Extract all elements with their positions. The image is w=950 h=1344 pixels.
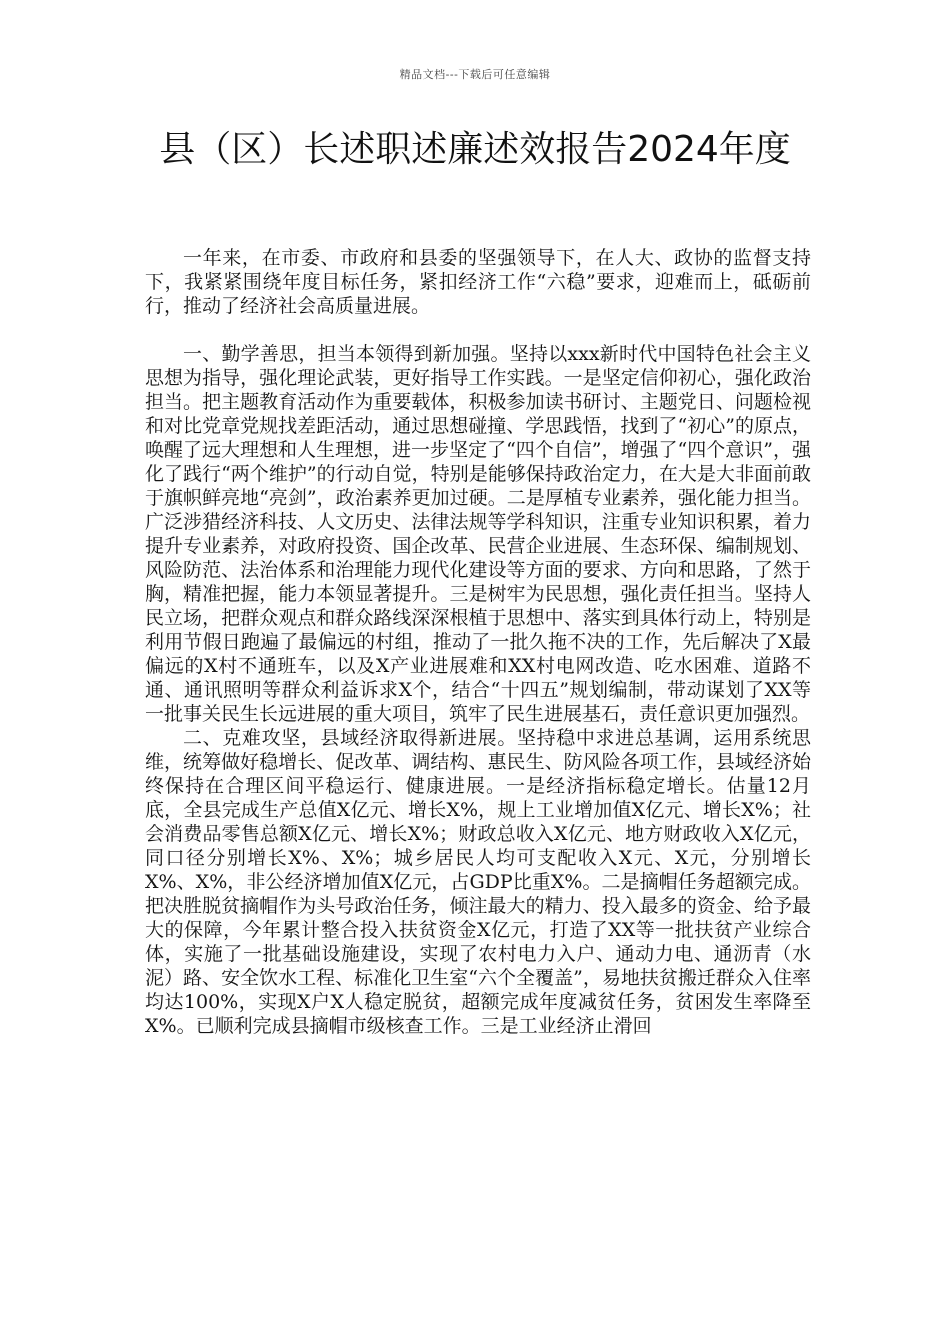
document-title: 县（区）长述职述廉述效报告2024年度 [159, 129, 791, 170]
section-one-paragraph: 一、勤学善思，担当本领得到新加强。坚持以xxx新时代中国特色社会主义思想为指导，强化理论武装，更好指导工作实践。一是坚定信仰初心，强化政治担当。把主题教育活动作为重要载体，积极参加读书研讨、主题党日、问题检视和对比党章党规找差距活动，通过思想碰撞、学思践悟，找到了“初心”的原点，唤醒了远大理想和人生理想，进一步坚定了“四个自信”，增强了“四个意识”，强化了践行“两个维护”的行动自觉，特别是能够保持政治定力，在大是大非面前敢于旗帜鲜亮地“亮剑”，政治素养更加过硬。二是厚植专业素养，强化能力担当。广泛涉猎经济科技、人文历史、法律法规等学科知识，注重专业知识积累，着力提升专业素养，对政府投资、国企改革、民营企业进展、生态环保、编制规划、风险防范、法治体系和治理能力现代化建设等方面的要求、方向和思路，了然于胸，精准把握，能力本领显著提升。三是树牢为民思想，强化责任担当。坚持人民立场，把群众观点和群众路线深深根植于思想中、落实到具体行动上，特别是利用节假日跑遍了最偏远的村组，推动了一批久拖不决的工作，先后解决了X最偏远的X村不通班车，以及X产业进展难和XX村电网改造、吃水困难、道路不通、通讯照明等群众利益诉求X个，结合“十四五”规划编制，带动谋划了XX等一批事关民生长远进展的重大项目，筑牢了民生进展基石，责任意识更加强烈。 [145, 343, 811, 725]
document-body [145, 246, 811, 1038]
header-watermark: 精品文档---下载后可任意编辑 [399, 68, 551, 81]
intro-paragraph: 一年来，在市委、市政府和县委的坚强领导下，在人大、政协的监督支持下，我紧紧围绕年度目标任务，紧扣经济工作“六稳”要求，迎难而上，砥砺前行，推动了经济社会高质量进展。 [145, 247, 811, 317]
section-two-paragraph: 二、克难攻坚，县域经济取得新进展。坚持稳中求进总基调，运用系统思维，统筹做好稳增长、促改革、调结构、惠民生、防风险各项工作，县域经济始终保持在合理区间平稳运行、健康进展。一是经济指标稳定增长。估量12月底，全县完成生产总值X亿元、增长X%，规上工业增加值X亿元、增长X%；社会消费品零售总额X亿元、增长X%；财政总收入X亿元、地方财政收入X亿元，同口径分别增长X%、X%；城乡居民人均可支配收入X元、X元，分别增长X%、X%，非公经济增加值X亿元，占GDP比重X%。二是摘帽任务超额完成。把决胜脱贫摘帽作为头号政治任务，倾注最大的精力、投入最多的资金、给予最大的保障，今年累计整合投入扶贫资金X亿元，打造了XX等一批扶贫产业综合体，实施了一批基础设施建设，实现了农村电力入户、通动力电、通沥青（水泥）路、安全饮水工程、标准化卫生室“六个全覆盖”，易地扶贫搬迁群众入住率均达100%，实现X户X人稳定脱贫，超额完成年度减贫任务，贫困发生率降至X%。已顺利完成县摘帽市级核查工作。三是工业经济止滑回 [145, 727, 811, 1037]
